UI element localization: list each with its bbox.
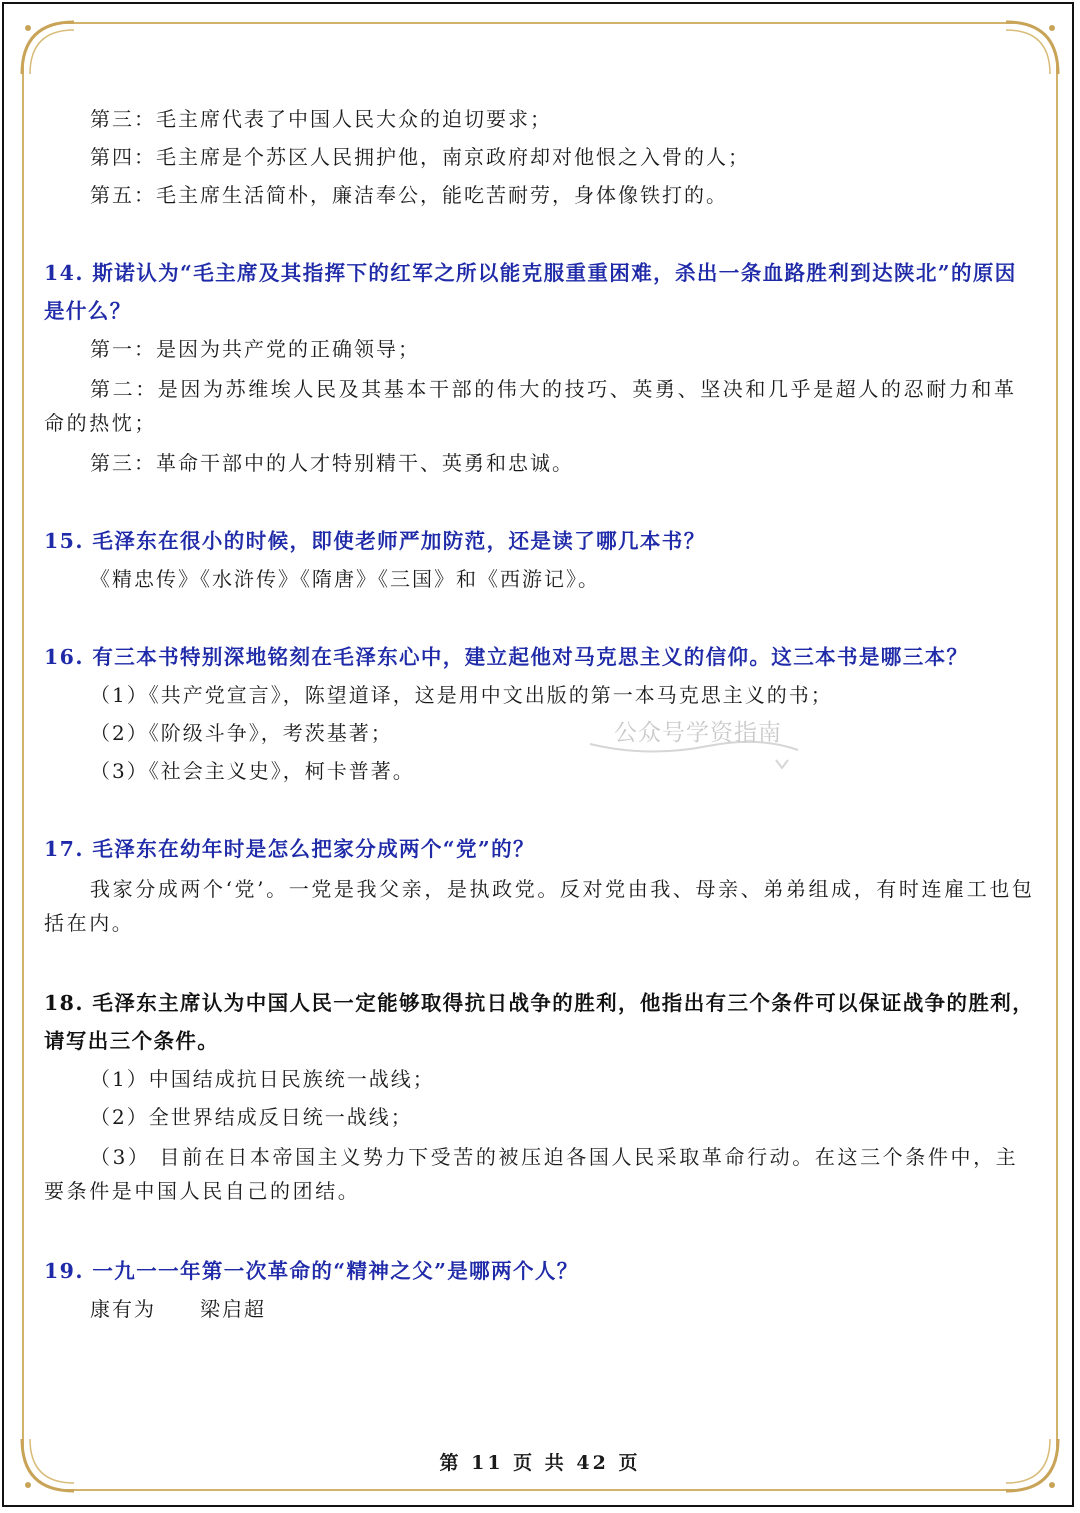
page-footer: 第 11 页 共 42 页	[439, 1452, 641, 1474]
document-body	[44, 100, 1038, 1328]
answer-line: （1）《共产党宣言》，陈望道译，这是用中文出版的第一本马克思主义的书；	[90, 683, 833, 707]
answer-line: （2）《阶级斗争》，考茨基著；	[90, 721, 393, 745]
answer-paragraph: （3） 目前在日本帝国主义势力下受苦的被压迫各国人民采取革命行动。在这三个条件中，主要条件是中国人民自己的团结。	[44, 1145, 1019, 1203]
question-text: 14. 斯诺认为“毛主席及其指挥下的红军之所以能克服重重困难，杀出一条血路胜利到达陕北”的原因是什么？	[44, 261, 1017, 323]
question-17	[44, 830, 1038, 940]
watermark	[588, 706, 808, 776]
question-15	[44, 522, 1038, 598]
spacer	[44, 482, 1038, 522]
answer-line: （1）中国结成抗日民族统一战线；	[90, 1067, 435, 1091]
answer-line: （3）《社会主义史》，柯卡普著。	[90, 759, 415, 783]
question-16	[44, 638, 1038, 790]
question-18	[44, 984, 1038, 1208]
spacer	[44, 598, 1038, 638]
answer-line: 第一：是因为共产党的正确领导；	[90, 337, 420, 361]
answer-paragraph: 第二：是因为苏维埃人民及其基本干部的伟大的技巧、英勇、坚决和几乎是超人的忍耐力和革命的热忱；	[44, 377, 1017, 435]
watermark-text: 公众号学资指南	[614, 720, 782, 746]
spacer	[44, 214, 1038, 254]
question-text: 17. 毛泽东在幼年时是怎么把家分成两个“党”的？	[44, 837, 535, 861]
frame-bottom-line	[66, 1489, 1014, 1491]
ornament-corner-icon	[18, 18, 78, 78]
section-13-continued	[44, 100, 1038, 214]
answer-line: 康有为 梁启超	[90, 1297, 266, 1321]
answer-line: 《精忠传》《水浒传》《隋唐》《三国》和《西游记》。	[90, 567, 600, 591]
answer-line: 第三：毛主席代表了中国人民大众的迫切要求；	[90, 107, 552, 131]
spacer	[44, 1212, 1038, 1252]
frame-right-line	[1056, 66, 1058, 1447]
spacer	[44, 790, 1038, 830]
answer-line: 第五：毛主席生活简朴，廉洁奉公，能吃苦耐劳，身体像铁打的。	[90, 183, 728, 207]
question-text: 18. 毛泽东主席认为中国人民一定能够取得抗日战争的胜利，他指出有三个条件可以保证战争的胜利，请写出三个条件。	[44, 991, 1035, 1053]
answer-line: （2）全世界结成反日统一战线；	[90, 1105, 413, 1129]
spacer	[44, 944, 1038, 984]
answer-paragraph: 我家分成两个‘党’。一党是我父亲，是执政党。反对党由我、母亲、弟弟组成，有时连雇工也包括在内。	[44, 877, 1035, 935]
question-text: 19. 一九一一年第一次革命的“精神之父”是哪两个人？	[44, 1259, 579, 1283]
question-text: 16. 有三本书特别深地铭刻在毛泽东心中，建立起他对马克思主义的信仰。这三本书是哪三本？	[44, 645, 969, 669]
frame-top-line	[66, 22, 1014, 24]
ornament-corner-icon	[1002, 18, 1062, 78]
question-14	[44, 254, 1038, 482]
answer-line: 第四：毛主席是个苏区人民拥护他，南京政府却对他恨之入骨的人；	[90, 145, 750, 169]
question-19	[44, 1252, 1038, 1328]
frame-left-line	[22, 66, 24, 1447]
answer-line: 第三：革命干部中的人才特别精干、英勇和忠诚。	[90, 451, 574, 475]
question-text: 15. 毛泽东在很小的时候，即使老师严加防范，还是读了哪几本书？	[44, 529, 706, 553]
